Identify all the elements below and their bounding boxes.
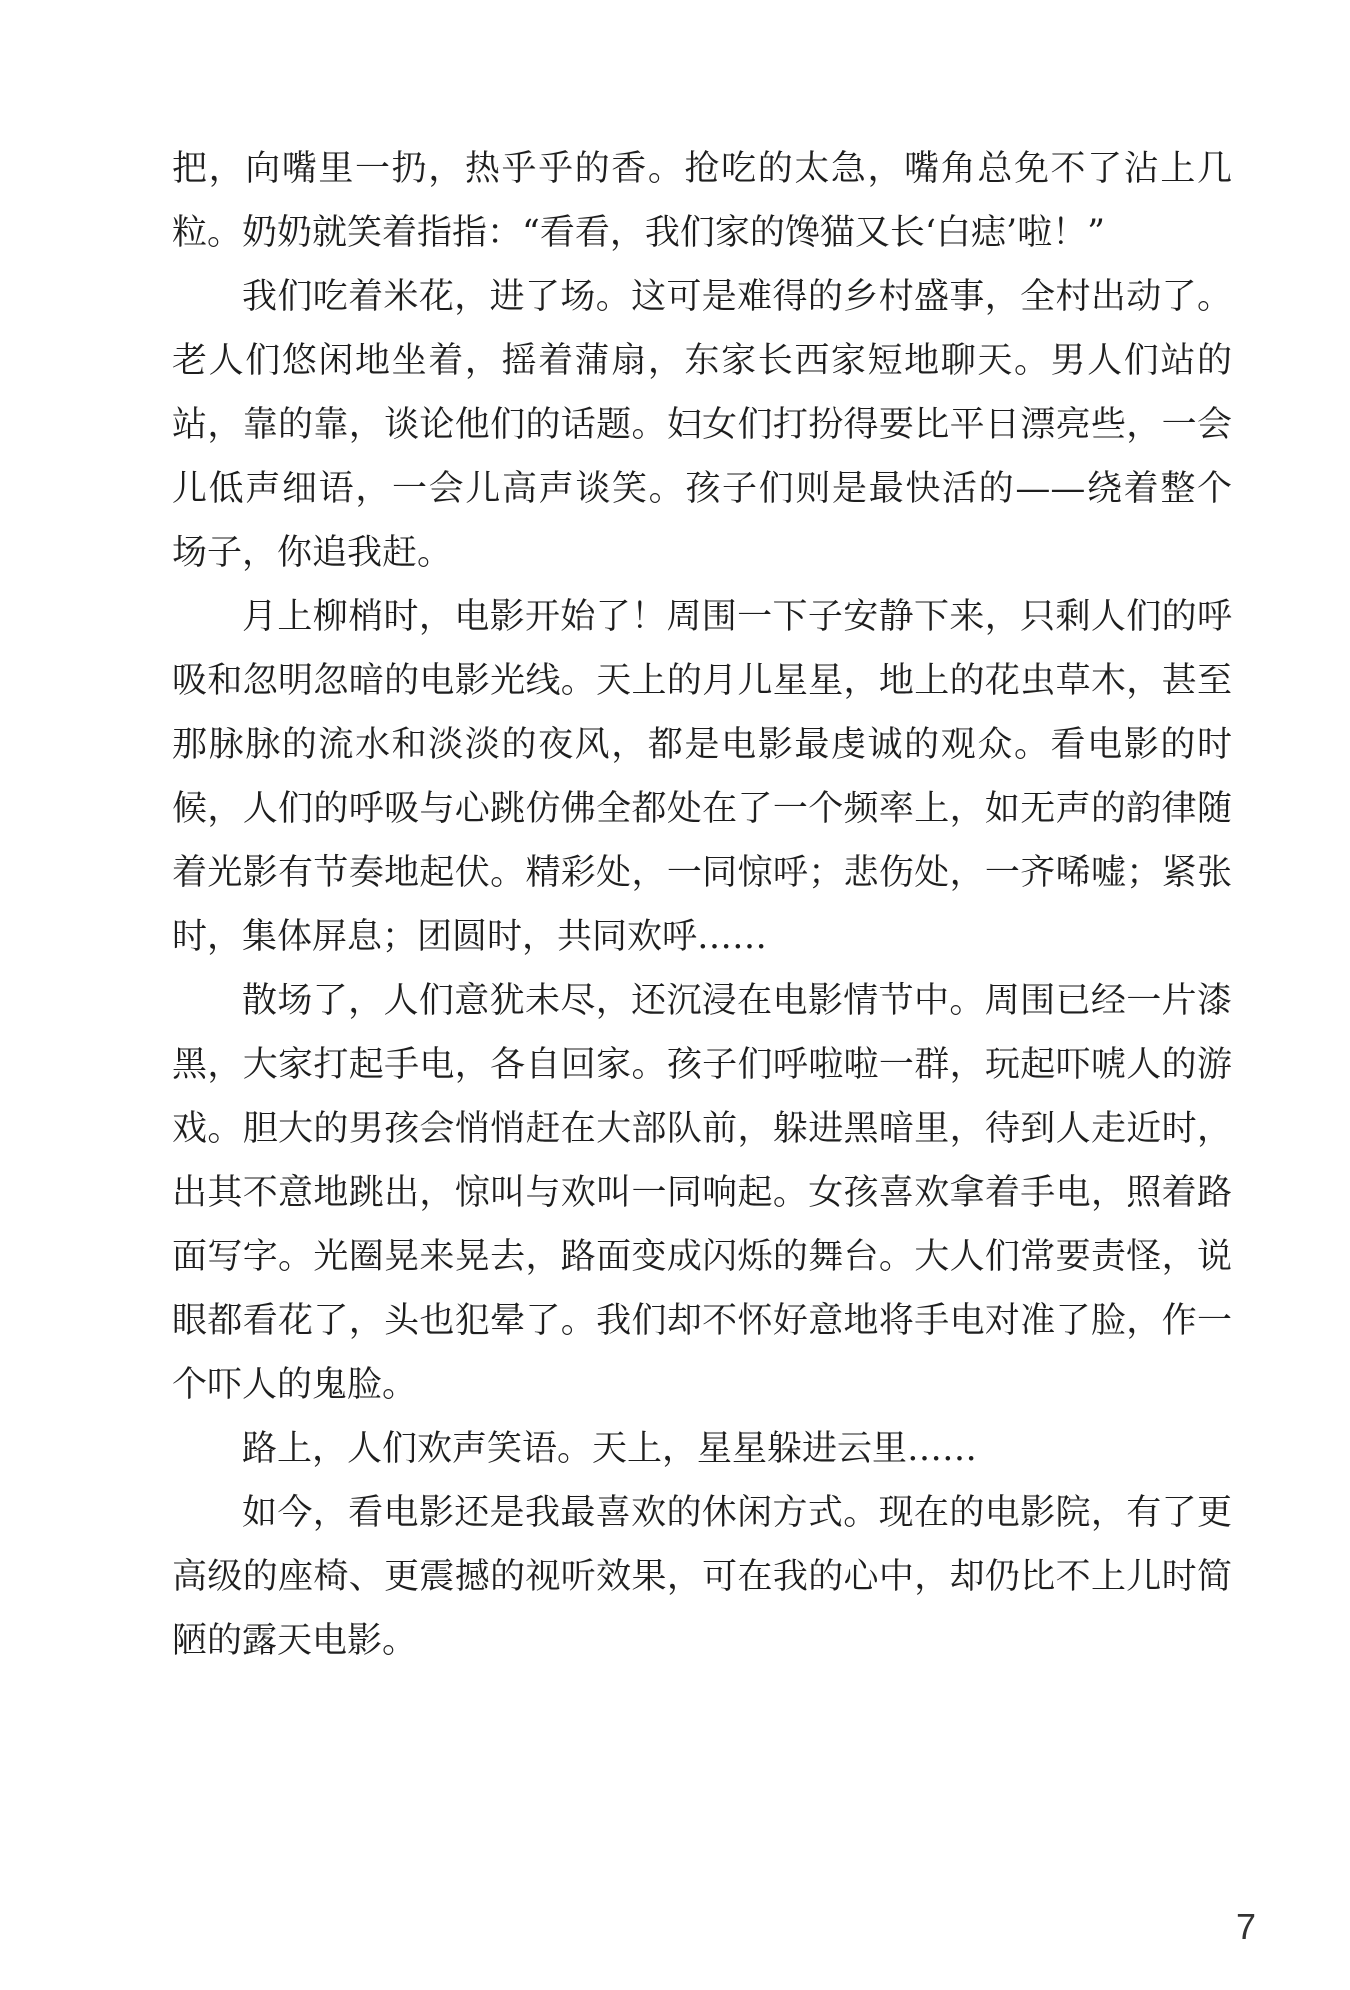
text-line: 着光影有节奏地起伏。精彩处，一同惊呼；悲伤处，一齐唏嘘；紧张	[172, 853, 1232, 893]
text-line: 散场了，人们意犹未尽，还沉浸在电影情节中。周围已经一片漆	[242, 981, 1232, 1021]
page-number: 7	[1236, 1906, 1257, 1947]
text-line: 高级的座椅、更震撼的视听效果，可在我的心中，却仍比不上儿时简	[172, 1557, 1232, 1597]
text-line: 个吓人的鬼脸。	[172, 1365, 418, 1405]
text-line: 儿低声细语，一会儿高声谈笑。孩子们则是最快活的——绕着整个	[172, 469, 1232, 509]
text-line: 陋的露天电影。	[172, 1621, 418, 1661]
text-line: 我们吃着米花，进了场。这可是难得的乡村盛事，全村出动了。	[242, 277, 1232, 317]
text-line: 戏。胆大的男孩会悄悄赶在大部队前，躲进黑暗里，待到人走近时，	[172, 1109, 1232, 1149]
text-line: 粒。奶奶就笑着指指：“看看，我们家的馋猫又长‘白痣’啦！”	[172, 213, 1106, 253]
text-line: 站，靠的靠，谈论他们的话题。妇女们打扮得要比平日漂亮些，一会	[172, 405, 1232, 445]
text-line: 把，向嘴里一扔，热乎乎的香。抢吃的太急，嘴角总免不了沾上几	[172, 149, 1232, 189]
text-line: 候，人们的呼吸与心跳仿佛全都处在了一个频率上，如无声的韵律随	[172, 789, 1232, 829]
text-line: 老人们悠闲地坐着，摇着蒲扇，东家长西家短地聊天。男人们站的	[172, 341, 1232, 381]
text-line: 吸和忽明忽暗的电影光线。天上的月儿星星，地上的花虫草木，甚至	[172, 661, 1232, 701]
text-line: 路上，人们欢声笑语。天上，星星躲进云里……	[242, 1429, 978, 1469]
text-line: 黑，大家打起手电，各自回家。孩子们呼啦啦一群，玩起吓唬人的游	[172, 1045, 1232, 1085]
text-line: 场子，你追我赶。	[172, 533, 453, 573]
text-line: 如今，看电影还是我最喜欢的休闲方式。现在的电影院，有了更	[242, 1493, 1232, 1533]
text-line: 月上柳梢时，电影开始了！周围一下子安静下来，只剩人们的呼	[242, 597, 1232, 637]
text-line: 面写字。光圈晃来晃去，路面变成闪烁的舞台。大人们常要责怪，说	[172, 1237, 1232, 1277]
text-line: 那脉脉的流水和淡淡的夜风，都是电影最虔诚的观众。看电影的时	[172, 725, 1232, 765]
text-line: 时，集体屏息；团圆时，共同欢呼……	[172, 917, 768, 957]
text-line: 出其不意地跳出，惊叫与欢叫一同响起。女孩喜欢拿着手电，照着路	[172, 1173, 1232, 1213]
text-line: 眼都看花了，头也犯晕了。我们却不怀好意地将手电对准了脸，作一	[172, 1301, 1232, 1341]
